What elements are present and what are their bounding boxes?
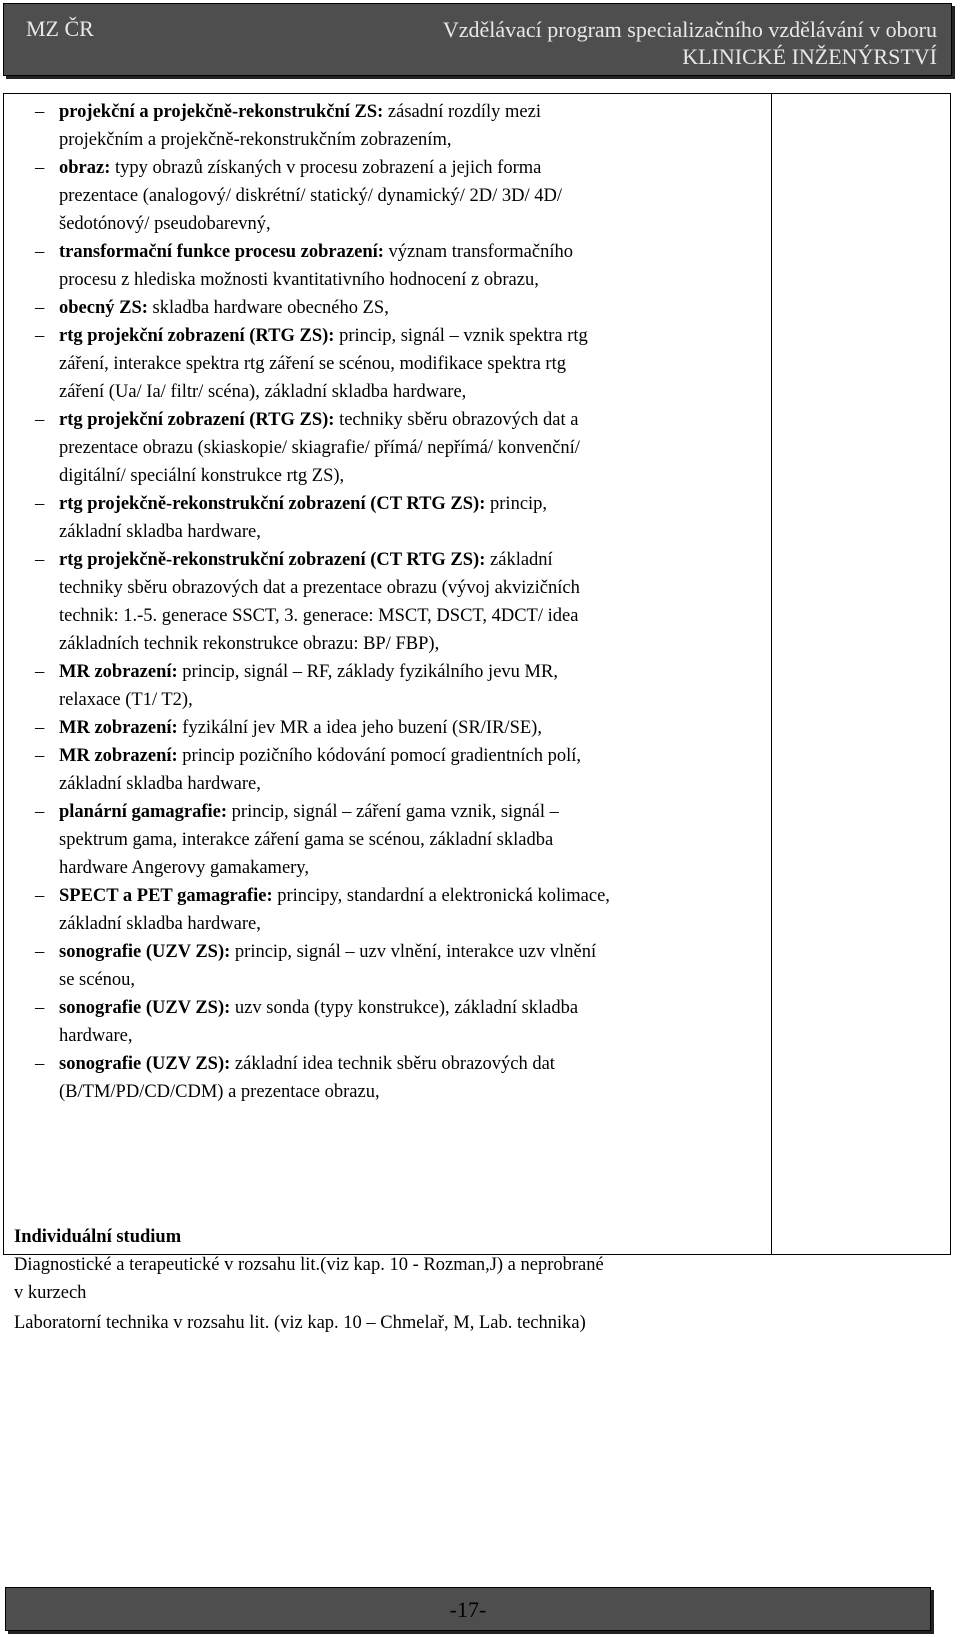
topic-text: základní: [485, 550, 553, 570]
topic-item: [35, 882, 774, 938]
topic-continuation: spektrum gama, interakce záření gama se scénou, základní skladba: [59, 830, 554, 850]
topic-text: princip, signál – záření gama vznik, signál –: [227, 802, 559, 822]
topic-text: principy, standardní a elektronická kolimace,: [272, 886, 610, 906]
topic-heading: sonografie (UZV ZS):: [59, 998, 231, 1018]
dash-bullet: –: [35, 494, 45, 514]
dash-bullet: –: [35, 326, 45, 346]
topic-first-line: [59, 154, 774, 182]
topic-continuation: digitální/ speciální konstrukce rtg ZS),: [59, 466, 345, 486]
topic-continuation: projekčním a projekčně-rekonstrukčním zobrazením,: [59, 130, 452, 150]
topic-item: [35, 994, 774, 1050]
topic-text: princip, signál – uzv vlnění, interakce uzv vlnění: [230, 942, 597, 962]
topic-first-line: [59, 98, 774, 126]
topic-item: [35, 714, 774, 742]
topic-heading: MR zobrazení:: [59, 662, 178, 682]
topic-heading: SPECT a PET gamagrafie:: [59, 886, 273, 906]
dash-bullet: –: [35, 158, 45, 178]
topic-text: princip, signál – RF, základy fyzikálního jevu MR,: [177, 662, 558, 682]
topic-text: uzv sonda (typy konstrukce), základní skladba: [230, 998, 579, 1018]
topic-text: princip pozičního kódování pomocí gradientních polí,: [177, 746, 581, 766]
dash-bullet: –: [35, 550, 45, 570]
topic-first-line: [59, 1050, 774, 1078]
topic-continuation: procesu z hlediska možnosti kvantitativního hodnocení z obrazu,: [59, 270, 539, 290]
topic-text: princip,: [485, 494, 548, 514]
topic-heading: obecný ZS:: [59, 298, 148, 318]
syllabus-table: [3, 93, 951, 1333]
topic-continuation: se scénou,: [59, 970, 136, 990]
topic-continuation: hardware,: [59, 1026, 133, 1046]
topic-text: techniky sběru obrazových dat a: [334, 410, 579, 430]
topic-item: [35, 490, 774, 546]
individual-study-title: Individuální studium: [14, 1227, 182, 1247]
topic-heading: rtg projekční zobrazení (RTG ZS):: [59, 410, 335, 430]
topic-continuation: šedotónový/ pseudobarevný,: [59, 214, 271, 234]
topic-item: [35, 938, 774, 994]
individual-study-line: Diagnostické a terapeutické v rozsahu lit.(viz kap. 10 - Rozman,J) a neprobrané: [14, 1255, 604, 1275]
topic-continuation: prezentace (analogový/ diskrétní/ statický/ dynamický/ 2D/ 3D/ 4D/: [59, 186, 562, 206]
dash-bullet: –: [35, 410, 45, 430]
topic-continuation: základní skladba hardware,: [59, 774, 261, 794]
topic-first-line: [59, 238, 774, 266]
topic-continuation: základní skladba hardware,: [59, 914, 261, 934]
page-header: [3, 3, 952, 76]
topic-continuation: techniky sběru obrazových dat a prezentace obrazu (vývoj akvizičních: [59, 578, 580, 598]
dash-bullet: –: [35, 662, 45, 682]
topic-text: základní idea technik sběru obrazových dat: [230, 1054, 555, 1074]
topic-continuation: základních technik rekonstrukce obrazu: BP/ FBP),: [59, 634, 440, 654]
topic-heading: sonografie (UZV ZS):: [59, 1054, 231, 1074]
dash-bullet: –: [35, 942, 45, 962]
topic-heading: projekční a projekčně-rekonstrukční ZS:: [59, 102, 384, 122]
dash-bullet: –: [35, 802, 45, 822]
topic-continuation: relaxace (T1/ T2),: [59, 690, 193, 710]
topic-first-line: [59, 546, 774, 574]
dash-bullet: –: [35, 886, 45, 906]
topic-first-line: [59, 994, 774, 1022]
topic-heading: rtg projekčně-rekonstrukční zobrazení (CT RTG ZS):: [59, 494, 486, 514]
topic-continuation: záření, interakce spektra rtg záření se scénou, modifikace spektra rtg: [59, 354, 566, 374]
topic-item: [35, 798, 774, 882]
topic-text: princip, signál – vznik spektra rtg: [334, 326, 588, 346]
topic-item: [35, 658, 774, 714]
header-ministry: MZ ČR: [26, 16, 94, 41]
topic-first-line: [59, 714, 774, 742]
topic-continuation: technik: 1.-5. generace SSCT, 3. generace: MSCT, DSCT, 4DCT/ idea: [59, 606, 579, 626]
dash-bullet: –: [35, 242, 45, 262]
individual-study-line: v kurzech: [14, 1283, 87, 1303]
topic-text: fyzikální jev MR a idea jeho buzení (SR/IR/SE),: [177, 718, 542, 738]
topic-continuation: (B/TM/PD/CD/CDM) a prezentace obrazu,: [59, 1082, 380, 1102]
topic-first-line: [59, 658, 774, 686]
topic-heading: rtg projekční zobrazení (RTG ZS):: [59, 326, 335, 346]
topic-item: [35, 1050, 774, 1106]
dash-bullet: –: [35, 298, 45, 318]
dash-bullet: –: [35, 1054, 45, 1074]
dash-bullet: –: [35, 998, 45, 1018]
topic-item: [35, 546, 774, 658]
topic-first-line: [59, 798, 774, 826]
topic-text: skladba hardware obecného ZS,: [147, 298, 389, 318]
dash-bullet: –: [35, 718, 45, 738]
topic-heading: transformační funkce procesu zobrazení:: [59, 242, 384, 262]
topic-first-line: [59, 938, 774, 966]
topic-item: [35, 294, 774, 322]
page-footer: [5, 1587, 931, 1631]
topic-first-line: [59, 742, 774, 770]
dash-bullet: –: [35, 746, 45, 766]
topic-item: [35, 238, 774, 294]
header-program-line1: Vzdělávací program specializačního vzdělávání v oboru: [442, 17, 937, 42]
topic-text: typy obrazů získaných v procesu zobrazení a jejich forma: [110, 158, 542, 178]
topic-first-line: [59, 322, 774, 350]
topic-continuation: základní skladba hardware,: [59, 522, 261, 542]
topic-item: [35, 98, 774, 154]
topic-heading: planární gamagrafie:: [59, 802, 228, 822]
header-program-line2: KLINICKÉ INŽENÝRSTVÍ: [682, 44, 937, 69]
topic-first-line: [59, 882, 774, 910]
topic-text: zásadní rozdíly mezi: [383, 102, 541, 122]
topic-continuation: záření (Ua/ Ia/ filtr/ scéna), základní skladba hardware,: [59, 382, 467, 402]
topic-first-line: [59, 294, 774, 322]
topic-continuation: prezentace obrazu (skiaskopie/ skiagrafie/ přímá/ nepřímá/ konvenční/: [59, 438, 580, 458]
page-number: -17-: [449, 1597, 487, 1622]
topic-first-line: [59, 406, 774, 434]
topic-heading: MR zobrazení:: [59, 746, 178, 766]
topic-heading: obraz:: [59, 158, 111, 178]
topic-continuation: hardware Angerovy gamakamery,: [59, 858, 309, 878]
dash-bullet: –: [35, 102, 45, 122]
topic-text: význam transformačního: [383, 242, 573, 262]
header-program-title: [443, 16, 937, 70]
topic-item: [35, 406, 774, 490]
topic-item: [35, 154, 774, 238]
topic-first-line: [59, 490, 774, 518]
topic-heading: MR zobrazení:: [59, 718, 178, 738]
topic-item: [35, 322, 774, 406]
individual-study-line: Laboratorní technika v rozsahu lit. (viz kap. 10 – Chmelař, M, Lab. technika): [14, 1313, 586, 1333]
topic-item: [35, 742, 774, 798]
topic-heading: sonografie (UZV ZS):: [59, 942, 231, 962]
topic-heading: rtg projekčně-rekonstrukční zobrazení (CT RTG ZS):: [59, 550, 486, 570]
